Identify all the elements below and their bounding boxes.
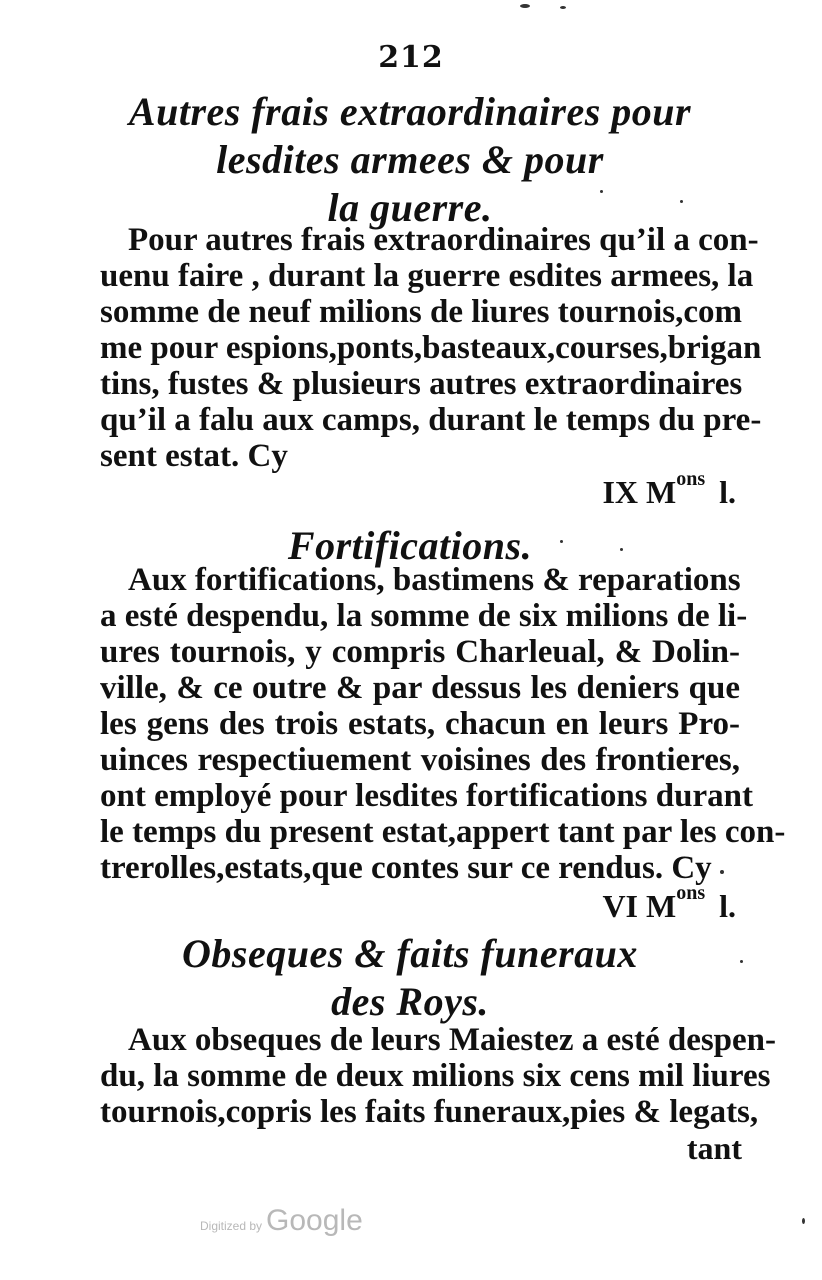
scan-speck [680, 200, 683, 203]
text-line: uinces respectiuement voisines des frontieres, [100, 742, 740, 778]
scan-speck [720, 870, 724, 874]
text-line: a esté despendu, la somme de six milions de li- [100, 598, 748, 634]
text-line: Pour autres frais extraordinaires qu’il a con- [128, 222, 759, 258]
digitized-watermark [200, 1204, 363, 1238]
heading-line: Autres frais extraordinaires pour [128, 89, 692, 134]
total-superscript: ons [676, 882, 706, 905]
text-line: tins, fustes & plusieurs autres extraordinaires [100, 366, 743, 402]
text-line: qu’il a falu aux camps, durant le temps du pre- [100, 402, 762, 438]
google-logo: Google [266, 1204, 363, 1237]
section-heading-obseques [60, 930, 760, 1026]
total-superscript: ons [676, 468, 706, 491]
scan-speck [740, 960, 743, 963]
total-fortifications [602, 882, 736, 925]
total-unit: l. [719, 474, 736, 510]
text-line: du, la somme de deux milions six cens mil liures [100, 1058, 771, 1094]
total-numeral: IX M [602, 474, 677, 510]
text-line: ville, & ce outre & par dessus les deniers que [100, 670, 740, 706]
text-line: tournois,copris les faits funeraux,pies & legats, [100, 1094, 759, 1130]
total-unit: l. [719, 888, 736, 924]
page-number: 212 [378, 40, 444, 75]
heading-line: lesdites armees & pour [216, 137, 604, 182]
text-line: le temps du present estat,appert tant par les con- [100, 814, 786, 850]
scan-speck [520, 4, 530, 8]
text-line: les gens des trois estats, chacun en leurs Pro- [100, 706, 740, 742]
scan-speck [620, 548, 623, 551]
text-line: ures tournois, y compris Charleual, & Dolin- [100, 634, 740, 670]
scan-speck [560, 540, 563, 543]
heading-line: la guerre. [327, 185, 493, 230]
heading-line: Fortifications. [287, 523, 533, 568]
text-line: trerolles,estats,que contes sur ce rendus. Cy [100, 850, 712, 886]
text-line: ont employé pour lesdites fortifications durant [100, 778, 753, 814]
text-line: me pour espions,ponts,basteaux,courses,brigan [100, 330, 762, 366]
total-frais [602, 468, 736, 511]
section-heading-frais [60, 88, 760, 232]
scan-speck [560, 6, 566, 9]
text-line: sent estat. Cy [100, 438, 288, 474]
text-line: uenu faire , durant la guerre esdites armees, la [100, 258, 754, 294]
text-line: Aux fortifications, bastimens & reparations [128, 562, 741, 598]
text-line: somme de neuf milions de liures tournois,com [100, 294, 742, 330]
text-line: Aux obseques de leurs Maiestez a esté despen- [128, 1022, 777, 1058]
total-numeral: VI M [602, 888, 677, 924]
heading-line: Obseques & faits funeraux [182, 931, 638, 976]
watermark-prefix: Digitized by [200, 1219, 263, 1233]
heading-line: des Roys. [331, 979, 489, 1024]
catchword: tant [686, 1130, 742, 1166]
scan-speck [802, 1218, 805, 1224]
scan-speck [600, 190, 603, 193]
